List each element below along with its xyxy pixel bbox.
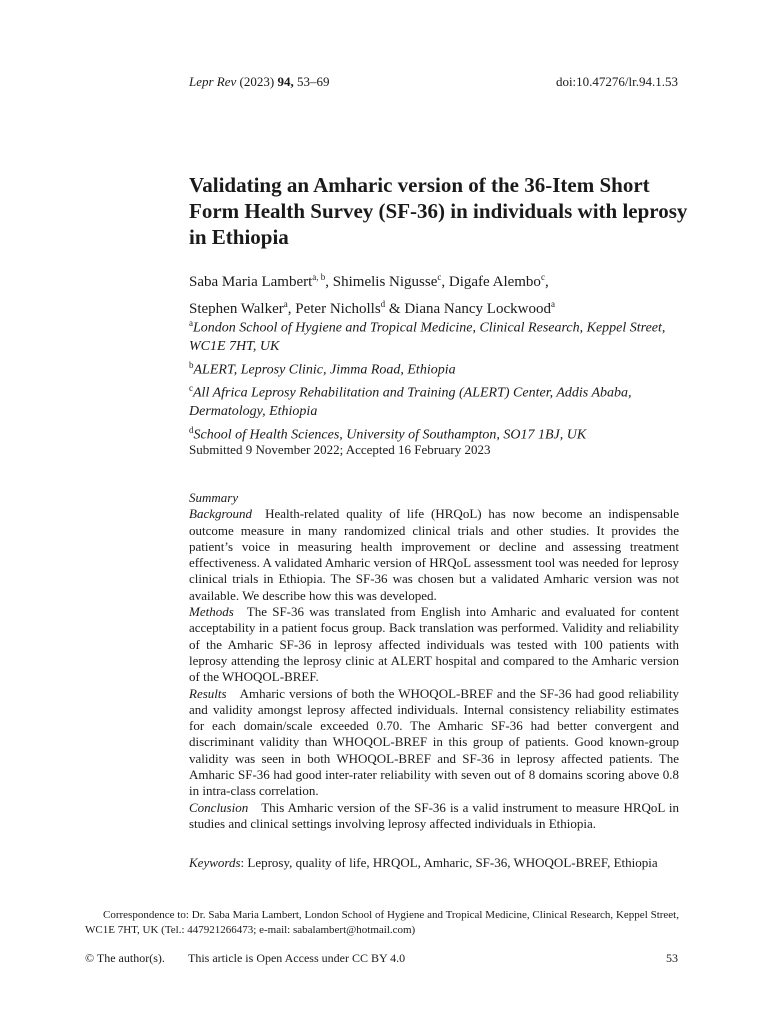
author-name: Saba Maria Lambert [189,274,313,290]
affiliation-marker: b [189,359,194,370]
affiliation-marker: a [189,318,193,328]
summary-abstract [189,490,679,832]
author-name: Stephen Walker [189,301,284,317]
summary-section [189,686,679,800]
doi[interactable]: doi:10.47276/lr.94.1.53 [555,74,678,89]
author-affiliation-marker: c [437,272,442,282]
journal-year: (2023) [239,74,275,89]
keywords [189,855,679,871]
copyright-notice: © The author(s). [85,951,165,965]
affiliation [189,356,689,380]
author-affiliation-marker: c [540,272,545,282]
author-name: Diana Nancy Lockwood [404,301,551,317]
page-number: 53 [666,951,678,965]
summary-section [189,604,679,685]
summary-section [189,506,679,604]
summary-section-text: This Amharic version of the SF-36 is a valid instrument to measure HRQoL in studies and clinical settings involving leprosy affected individuals in Ethiopia. [189,799,679,831]
author [333,274,449,290]
author-affiliation-marker: d [380,299,386,309]
affiliation-text: All Africa Leprosy Rehabilitation and Training (ALERT) Center, Addis Ababa, Dermatology, Ethiopia [189,385,632,419]
summary-section-text: The SF-36 was translated from English into Amharic and evaluated for content acceptability in a patient focus group. Back translation was performed. Validity and reliability of the Amharic SF-36 in leprosy affected individuals was tested with 100 patients with leprosy attending the leprosy clinic at ALERT hospital and compared to the Amharic version of the WHOQOL-BREF. [189,604,679,685]
keywords-text: : Leprosy, quality of life, HRQOL, Amharic, SF-36, WHOQOL-BREF, Ethiopia [240,855,658,870]
affiliation-marker: c [189,383,193,394]
article-title: Validating an Amharic version of the 36-Item Short Form Health Survey (SF-36) in individuals with leprosy in Ethiopia [189,173,688,249]
summary-section-text: Amharic versions of both the WHOQOL-BREF and the SF-36 had good reliability and validity amongst leprosy affected individuals. Internal consistency reliability estimates for each domain/scale exceeded 0.70. The Amharic SF-36 had better convergent and discriminant validity than WHOQOL-BREF in this group of patients. Good known-group validity was seen in both WHOQOL-BREF and SF-36 in leprosy affected patients. The Amharic SF-36 had good inter-rater reliability with seven out of 8 domains scoring above 0.8 in intra-class correlation. [189,685,679,799]
summary-section [189,800,679,833]
journal-name: Lepr Rev [189,74,237,89]
submission-dates: Submitted 9 November 2022; Accepted 16 February 2023 [189,442,491,457]
author [449,274,549,290]
author-name: Shimelis Nigusse [332,274,438,290]
affiliation [189,314,689,356]
author-name: Peter Nicholls [295,301,381,317]
author-affiliation-marker: a, b [312,272,326,282]
journal-citation [189,74,329,90]
correspondence-note [85,908,679,938]
license-notice: This article is Open Access under CC BY 4.0 [188,951,406,965]
journal-pages: 53–69 [296,74,330,89]
author-list [189,266,689,320]
affiliation-text: School of Health Sciences, University of Southampton, SO17 1BJ, UK [193,427,587,443]
correspondence-text: Correspondence to: Dr. Saba Maria Lambert, London School of Hygiene and Tropical Medicine, Clinical Research, Keppel Street, WC1E 7HT, UK (Tel.: 447921266473; e-mail: sabalambert@hotmail.com) [85,909,679,936]
author [189,274,333,290]
affiliation-list [189,314,689,445]
keywords-label: Keywords [189,855,241,870]
summary-section-label: Background [189,506,253,522]
summary-section-label: Results [189,685,227,701]
summary-section-label: Methods [189,604,234,620]
affiliation-marker: d [189,424,194,435]
summary-section-text: Health-related quality of life (HRQoL) has now become an indispensable outcome measure in many randomized clinical trials and other studies. It provides the patient’s voice in measuring health improvement or decline and assessing treatment effectiveness. A validated Amharic version of HRQoL assessment tool was needed for leprosy clinical trials in Ethiopia. The SF-36 was chosen but a validated Amharic version was not available. We describe how this was developed. [189,506,679,603]
summary-section-label: Conclusion [189,799,249,815]
author-name: Digafe Alembo [448,274,541,290]
author-separator: & [385,301,405,317]
summary-sections [189,506,679,832]
affiliation-text: ALERT, Leprosy Clinic, Jimma Road, Ethiopia [193,362,456,378]
affiliation-text: London School of Hygiene and Tropical Medicine, Clinical Research, Keppel Street, WC1E 7HT, UK [189,320,666,354]
author-separator: , [544,274,549,290]
author-separator: , [325,274,333,290]
affiliation [189,379,689,421]
author-separator: , [287,301,296,317]
journal-volume: 94, [277,74,294,89]
author-separator: , [441,274,449,290]
author-affiliation-marker: a [283,299,288,309]
author-affiliation-marker: a [550,299,555,309]
summary-heading: Summary [189,490,239,505]
